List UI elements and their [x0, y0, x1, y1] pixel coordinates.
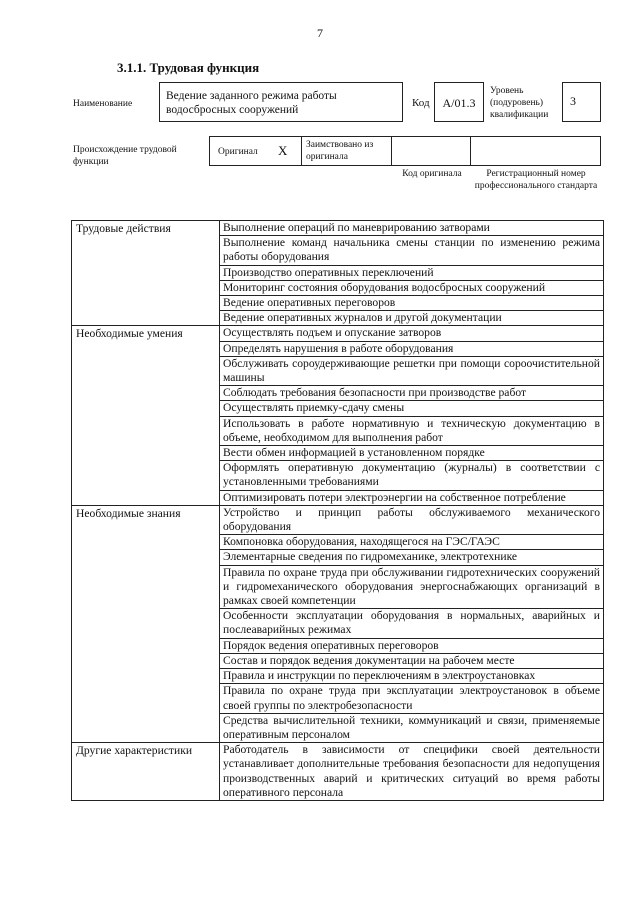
section-label: Необходимые знания: [72, 505, 220, 742]
page-number: 7: [317, 26, 323, 40]
function-name: Ведение заданного режима работы водосбросных сооружений: [166, 90, 337, 116]
section-label: Необходимые умения: [72, 326, 220, 505]
section-item: Средства вычислительной техники, коммуникаций и связи, применяемые оперативным персоналом: [220, 713, 604, 742]
section-item: Состав и порядок ведения документации на рабочем месте: [220, 653, 604, 668]
section-item: Особенности эксплуатации оборудования в нормальных, аварийных и послеаварийных режимах: [220, 609, 604, 638]
section-item: Правила по охране труда при обслуживании гидротехнических сооружений и гидромеханического оборудования энергоснабжающих организаций в рамках своей компетенции: [220, 565, 604, 609]
code-box: [434, 82, 484, 122]
table-row: [72, 505, 604, 534]
section-item: Работодатель в зависимости от специфики своей деятельности устанавливает дополнительные требования безопасности для недопущения производственных аварий и критических ситуаций во время работы оперативного персонала: [220, 743, 604, 801]
section-item: Производство оперативных переключений: [220, 265, 604, 280]
section-item: Соблюдать требования безопасности при производстве работ: [220, 386, 604, 401]
borrowed-label: Заимствовано из оригинала: [306, 140, 374, 162]
code-value: A/01.3: [442, 96, 476, 110]
level-label: Уровень (подуровень) квалификации: [490, 86, 549, 120]
original-mark: X: [278, 143, 288, 158]
section-item: Осуществлять подъем и опускание затворов: [220, 326, 604, 341]
section-item: Порядок ведения оперативных переговоров: [220, 638, 604, 653]
section-item: Ведение оперативных переговоров: [220, 296, 604, 311]
section-title: 3.1.1. Трудовая функция: [117, 60, 260, 75]
section-item: Правила по охране труда при эксплуатации электроустановок в объеме своей группы по электробезопасности: [220, 684, 604, 713]
original-box: [209, 136, 302, 166]
original-label: Оригинал: [218, 147, 258, 157]
section-item: Правила и инструкции по переключениям в электроустановках: [220, 669, 604, 684]
level-value: 3: [570, 94, 576, 108]
orig-code-caption: Код оригинала: [402, 169, 462, 179]
name-value-box: [159, 82, 403, 122]
section-label: Трудовые действия: [72, 221, 220, 326]
table-row: [72, 743, 604, 801]
section-item: Устройство и принцип работы обслуживаемого механического оборудования: [220, 505, 604, 534]
section-item: Мониторинг состояния оборудования водосбросных сооружений: [220, 280, 604, 295]
table-row: [72, 326, 604, 341]
section-item: Элементарные сведения по гидромеханике, электротехнике: [220, 550, 604, 565]
section-item: Компоновка оборудования, находящегося на ГЭС/ГАЭС: [220, 535, 604, 550]
section-item: Оформлять оперативную документацию (журналы) в соответствии с установленными требованиями: [220, 461, 604, 490]
table-row: [72, 221, 604, 236]
reg-number-caption: Регистрационный номер профессионального стандарта: [474, 169, 598, 191]
section-item: Выполнение операций по маневрированию затворами: [220, 221, 604, 236]
reg-number-box: [470, 136, 601, 166]
name-label: Наименование: [73, 99, 133, 109]
orig-code-box: [391, 136, 471, 166]
section-item: Вести обмен информацией в установленном порядке: [220, 446, 604, 461]
level-box: [562, 82, 601, 122]
borrowed-box: [301, 136, 392, 166]
section-item: Оптимизировать потери электроэнергии на собственное потребление: [220, 490, 604, 505]
section-item: Выполнение команд начальника смены станции по изменению режима работы оборудования: [220, 236, 604, 265]
section-item: Определять нарушения в работе оборудования: [220, 341, 604, 356]
section-item: Осуществлять приемку-сдачу смены: [220, 401, 604, 416]
section-item: Обслуживать сороудерживающие решетки при помощи сороочистительной машины: [220, 356, 604, 385]
function-table: [71, 220, 604, 801]
section-item: Использовать в работе нормативную и техническую документацию в объеме, необходимом для выполнения работ: [220, 416, 604, 445]
origin-label: Происхождение трудовой функции: [73, 145, 177, 167]
section-item: Ведение оперативных журналов и другой документации: [220, 311, 604, 326]
code-label: Код: [412, 97, 430, 109]
section-label: Другие характеристики: [72, 743, 220, 801]
